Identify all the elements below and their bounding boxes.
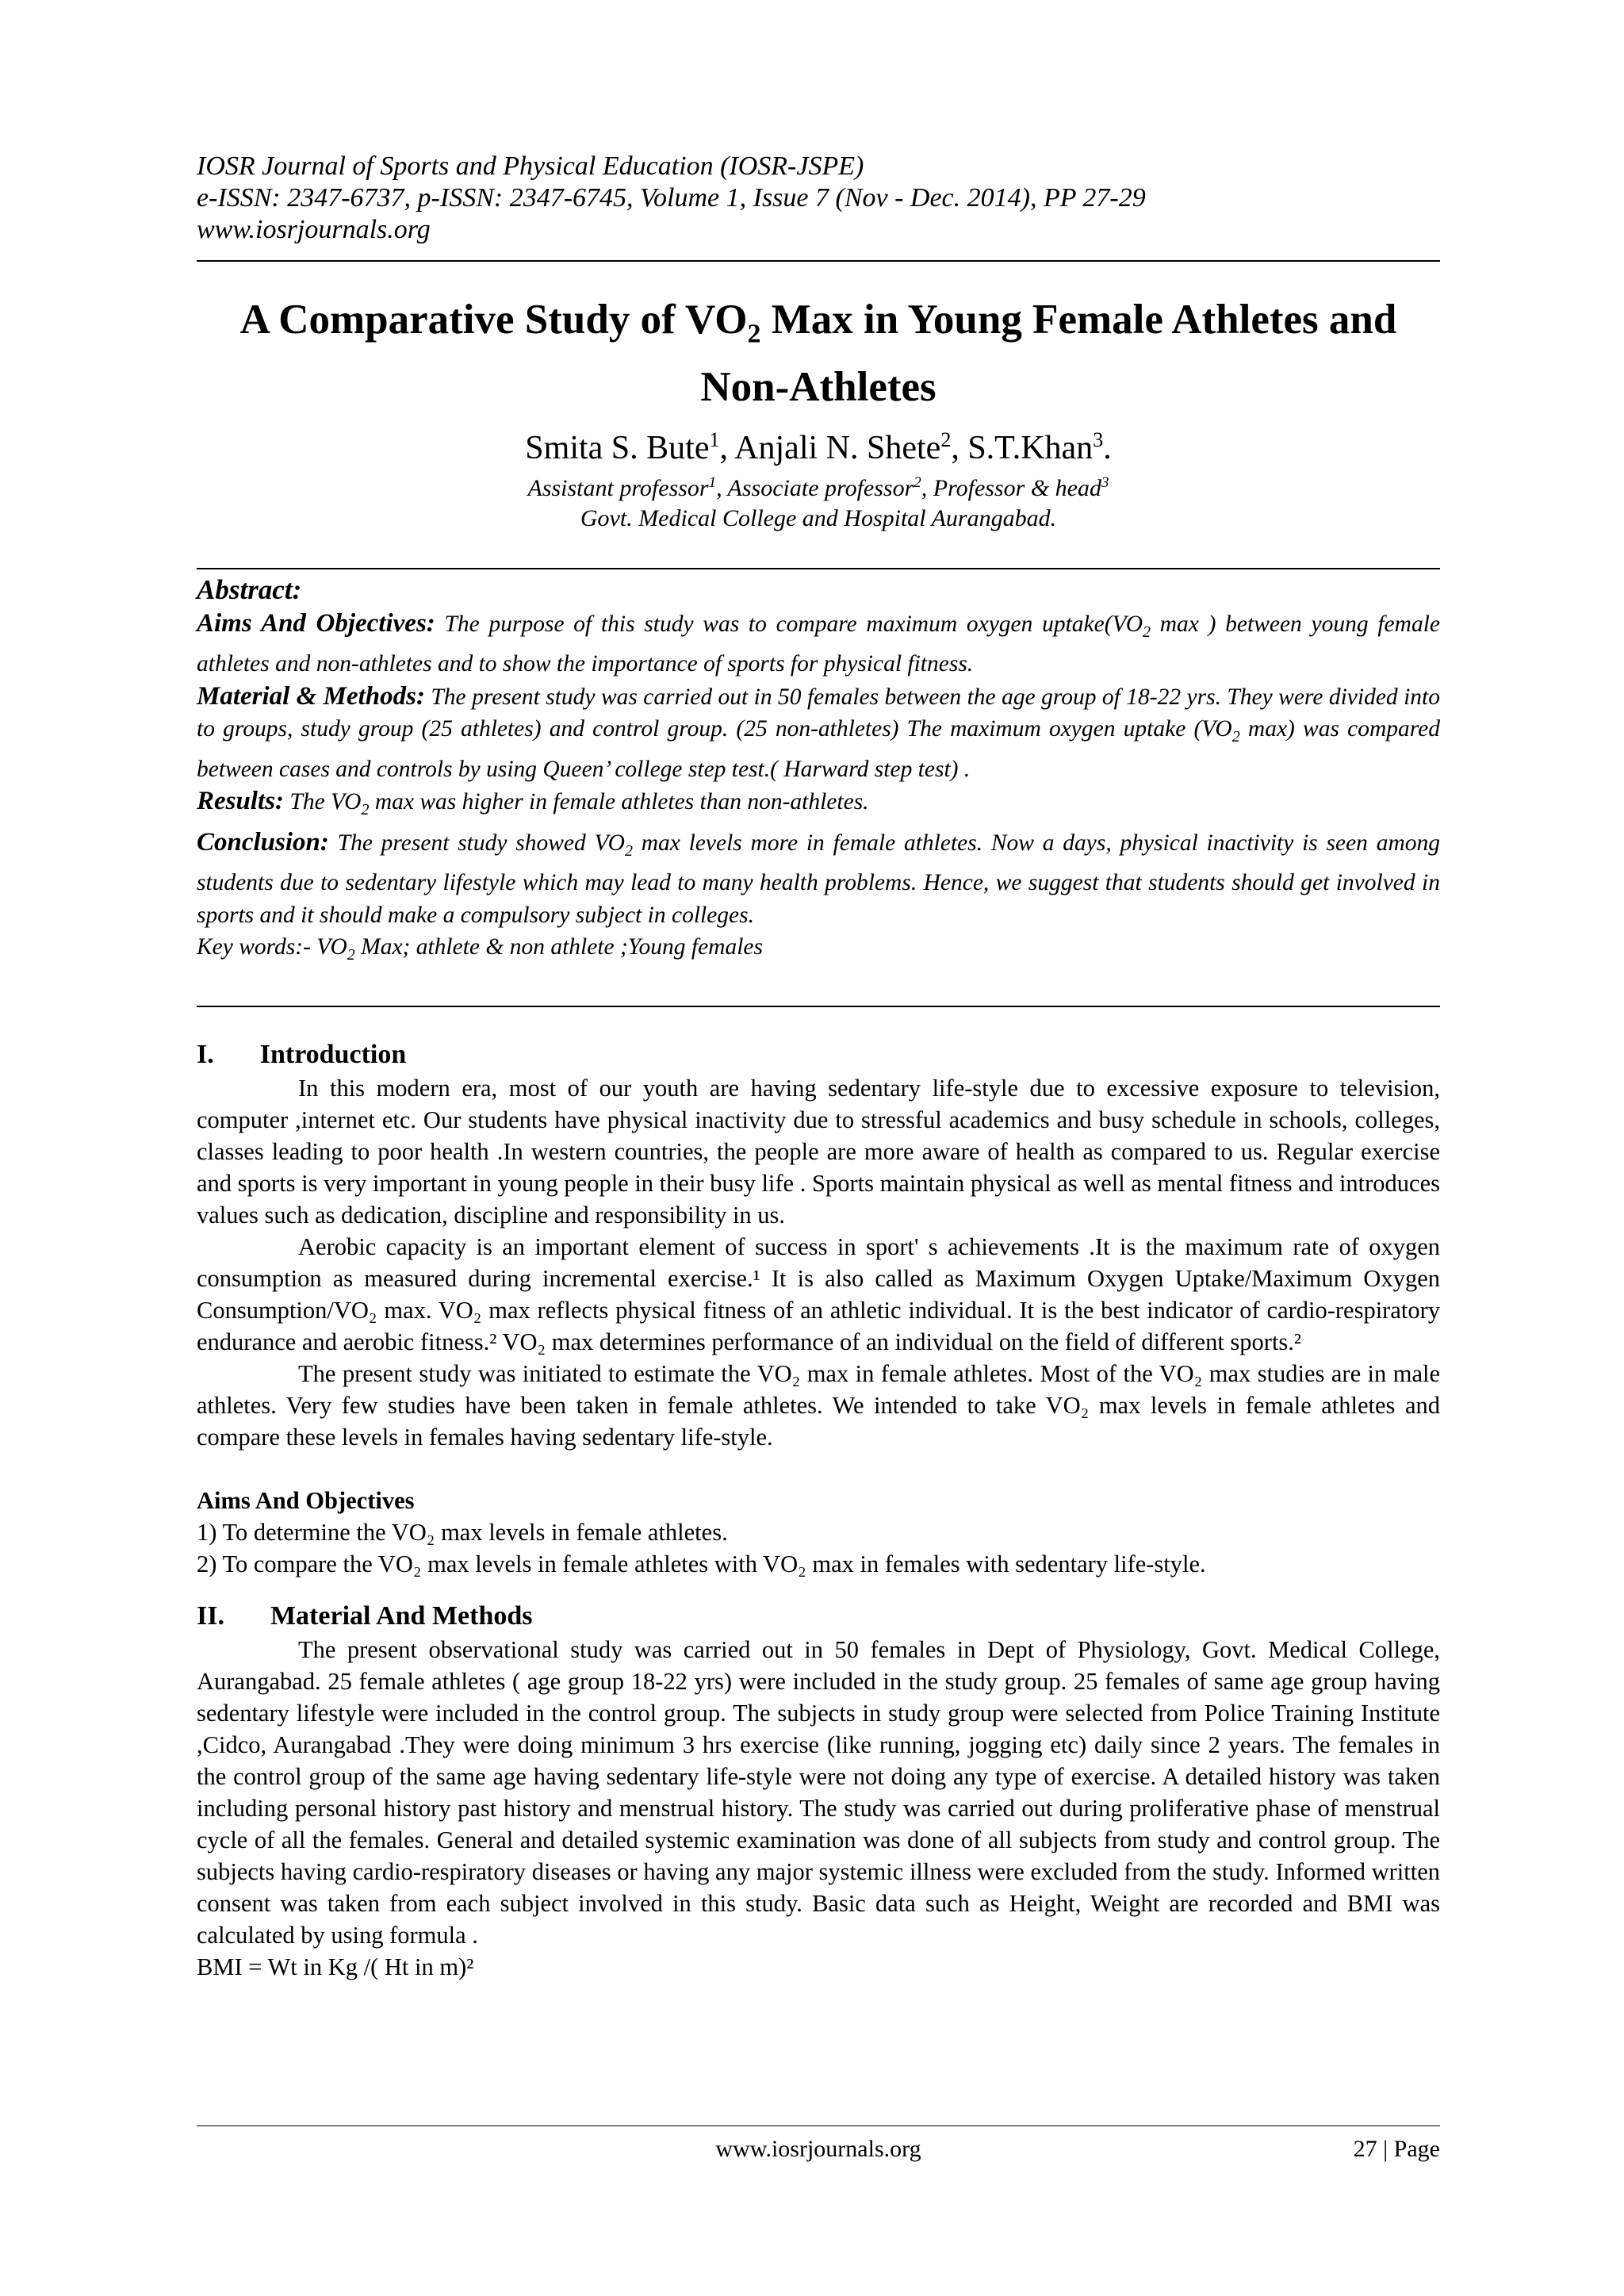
affiliations — [197, 468, 1440, 534]
methods-sub: 2 — [1231, 728, 1240, 746]
conclusion-sub: 2 — [624, 841, 633, 860]
paper-title — [197, 293, 1440, 413]
methods-label: Material & Methods: — [197, 681, 425, 711]
author-2-sup: 2 — [940, 428, 952, 451]
author-3-sup: 3 — [1093, 428, 1104, 451]
section-methods-heading — [197, 1599, 1440, 1634]
abstract-aims — [197, 608, 1440, 680]
journal-name: IOSR Journal of Sports and Physical Education (IOSR-JSPE) — [197, 151, 864, 181]
paper-page — [197, 0, 1440, 2296]
aim-1: 1) To determine the VO₂ max levels in female athletes. — [197, 1519, 728, 1546]
abstract-heading: Abstract: — [197, 574, 302, 605]
abstract-results — [197, 785, 1440, 826]
title-text-cont: Max in Young Female Athletes and — [760, 297, 1397, 343]
abstract-conclusion — [197, 826, 1440, 931]
author-list — [197, 420, 1440, 468]
journal-header — [197, 151, 1440, 246]
aims-text-cont: max ) between young female athletes and non-athletes and to show the importance of sports for physical fitness. — [197, 611, 1440, 677]
aims-heading: Aims And Objectives — [197, 1487, 415, 1514]
author-1-sup: 1 — [709, 428, 720, 451]
conclusion-text: The present study showed VO — [328, 830, 625, 856]
title-line-2: Non-Athletes — [700, 363, 936, 410]
author-1: Smita S. Bute — [525, 430, 710, 466]
author-end: . — [1103, 430, 1112, 466]
section-title: Introduction — [259, 1040, 407, 1069]
abstract — [197, 573, 1440, 971]
section-introduction-heading — [197, 1037, 1440, 1072]
keywords-text-cont: Max; athlete & non athlete ;Young females — [354, 934, 763, 960]
journal-website: www.iosrjournals.org — [197, 215, 431, 244]
title-subscript: 2 — [747, 319, 761, 349]
author-3: , S.T.Khan — [951, 430, 1094, 466]
header-rule — [197, 260, 1440, 262]
page-number: 27 | Page — [1353, 2136, 1440, 2162]
keywords — [197, 931, 1440, 971]
aim-2: 2) To compare the VO₂ max levels in female athletes with VO₂ max in females with sedentary life-style. — [197, 1550, 1206, 1577]
results-label: Results: — [197, 787, 285, 816]
results-text: The VO — [284, 789, 362, 815]
issn-line: e-ISSN: 2347-6737, p-ISSN: 2347-6745, Volume 1, Issue 7 (Nov - Dec. 2014), PP 27-29 — [197, 183, 1146, 213]
role-2: , Associate professor — [716, 475, 914, 501]
footer-rule — [197, 2125, 1440, 2126]
intro-paragraph-1: In this modern era, most of our youth are having sedentary life-style due to excessive exposure to television, computer ,internet etc. Our students have physical inactivity due to stressful academics and busy schedule in schools, colleges, classes leading to poor health .In western countries, the people are more aware of health as compared to us. Regular exercise and sports is very important in young people in their busy life . Sports maintain physical as well as mental fitness and introduces values such as dedication, discipline and responsibility in us. — [197, 1075, 1440, 1228]
aims-label: Aims And Objectives: — [197, 609, 435, 638]
abstract-bottom-rule — [197, 1006, 1440, 1007]
methods-text: The present study was carried out in 50 females between the age group of 18-22 yrs. They were divided into to groups, study group (25 athletes) and control group. (25 non-athletes) The maximum oxygen uptake (VO — [197, 684, 1440, 742]
keywords-sub: 2 — [347, 945, 355, 964]
aims-text: The purpose of this study was to compare maximum oxygen uptake(VO — [435, 611, 1143, 637]
role-1: Assistant professor — [527, 475, 709, 501]
abstract-methods — [197, 680, 1440, 785]
intro-paragraph-3: The present study was initiated to estimate the VO₂ max in female athletes. Most of the VO₂ max studies are in male athletes. Very few studies have been taken in female athletes. We intended to take VO₂ max levels in female athletes and compare these levels in females having sedentary life-style. — [197, 1360, 1440, 1451]
footer-website: www.iosrjournals.org — [715, 2136, 921, 2162]
methods-paragraph-1: The present observational study was carried out in 50 females in Dept of Physiology, Govt. Medical College, Aurangabad. 25 female athletes ( age group 18-22 yrs) were included in the study group. 25 females of same age group having sedentary lifestyle were included in the control group. The subjects in study group were selected from Police Training Institute ,Cidco, Aurangabad .They were doing minimum 3 hrs exercise (like running, jogging etc) daily since 2 years. The females in the control group of the same age having sedentary life-style were not doing any type of exercise. A detailed history was taken including personal history past history and menstrual history. The study was carried out during proliferative phase of menstrual cycle of all the females. General and detailed systemic examination was done of all subjects from study and control group. The subjects having cardio-respiratory diseases or having any major systemic illness were excluded from the study. Informed written consent was taken from each subject involved in this study. Basic data such as Height, Weight are recorded and BMI was calculated by using formula . — [197, 1636, 1440, 1949]
title-text: A Comparative Study of VO — [239, 297, 748, 343]
role-2-sup: 2 — [914, 474, 921, 491]
role-3-sup: 3 — [1101, 474, 1109, 491]
conclusion-text-cont: max levels more in female athletes. Now a days, physical inactivity is seen among students due to sedentary lifestyle which may lead to many health problems. Hence, we suggest that students should get involved in sports and it should make a compulsory subject in colleges. — [197, 830, 1441, 928]
methods-text-cont: max) was compared between cases and controls by using Queen’ college step test.( Harward step test) . — [197, 716, 1440, 782]
spacer — [197, 1580, 1440, 1599]
role-3: , Professor & head — [921, 475, 1101, 501]
section-number: II. — [197, 1601, 224, 1631]
results-sub: 2 — [361, 801, 370, 819]
section-title: Material And Methods — [270, 1601, 533, 1631]
bmi-formula: BMI = Wt in Kg /( Ht in m)² — [197, 1953, 474, 1980]
institution: Govt. Medical College and Hospital Aurangabad. — [580, 505, 1057, 531]
intro-paragraph-2: Aerobic capacity is an important element of success in sport' s achievements .It is the maximum rate of oxygen consumption as measured during incremental exercise.¹ It is also called as Maximum Oxygen Uptake/Maximum Oxygen Consumption/VO₂ max. VO₂ max reflects physical fitness of an athletic individual. It is the best indicator of cardio-respiratory endurance and aerobic fitness.² VO₂ max determines performance of an individual on the field of different sports.² — [197, 1233, 1440, 1355]
spacer — [197, 1453, 1440, 1485]
abstract-top-rule — [197, 568, 1440, 569]
section-number: I. — [197, 1040, 214, 1069]
keywords-text: Key words:- VO — [197, 934, 347, 960]
paper-body — [197, 1037, 1440, 1983]
author-2: , Anjali N. Shete — [719, 430, 941, 466]
conclusion-label: Conclusion: — [197, 827, 329, 857]
aims-sub: 2 — [1143, 623, 1151, 641]
role-1-sup: 1 — [708, 474, 717, 491]
results-text-cont: max was higher in female athletes than non-athletes. — [369, 789, 869, 815]
